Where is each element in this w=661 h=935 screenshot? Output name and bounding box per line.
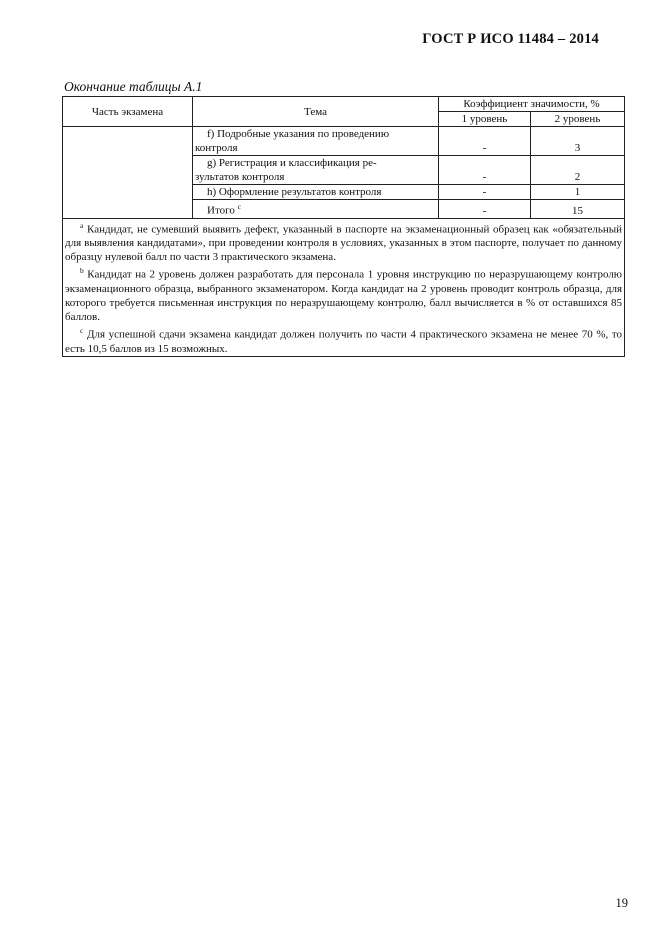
topic-text: f) Подробные указания по проведению [207, 128, 390, 140]
level-2-value: 3 [531, 127, 625, 156]
total-text: Итого [207, 204, 235, 217]
topic-text: зультатов контроля [195, 171, 285, 183]
header-topic: Тема [193, 97, 439, 127]
topic-cell [193, 156, 439, 185]
topic-text: g) Регистрация и классификация ре- [207, 157, 377, 169]
footnote-mark: b [80, 266, 84, 276]
footnote-text: Для успешной сдачи экзамена кандидат должен получить по части 4 практического экзамена не менее 70 %, то есть 10,5 баллов из 15 возможных. [65, 328, 623, 355]
table-caption: Окончание таблицы А.1 [64, 79, 203, 94]
level-2-value: 1 [531, 185, 625, 200]
footnote-mark: c [237, 202, 241, 211]
topic-cell [193, 200, 439, 219]
header-row [63, 97, 625, 112]
topic-text: h) Оформление результатов контроля [207, 186, 382, 198]
header-level-1: 1 уровень [439, 112, 531, 127]
header-level-2: 2 уровень [531, 112, 625, 127]
footnote-mark: a [80, 220, 84, 230]
topic-text: контроля [195, 142, 238, 154]
header-exam-part: Часть экзамена [63, 97, 193, 127]
level-1-value: - [439, 127, 531, 156]
level-1-value: - [439, 200, 531, 219]
topic-cell [193, 127, 439, 156]
header-coefficient: Коэффициент значимости, % [439, 97, 625, 112]
footnote-text: Кандидат, не сумевший выявить дефект, указанный в паспорте на экзаменационный образец как «обязательный для выявления кандидатами», при проведении контроля в условиях, указанных в этом паспорте, получает по данному образцу нулевой балл по части 3 практического экзамена. [65, 223, 623, 264]
exam-table [62, 96, 625, 357]
footnote [65, 324, 622, 356]
level-1-value: - [439, 156, 531, 185]
document-code: ГОСТ Р ИСО 11484 – 2014 [422, 31, 599, 47]
page-number: 19 [615, 896, 628, 910]
exam-part-cell [63, 127, 193, 219]
table-row [63, 127, 625, 156]
footnote-text: Кандидат на 2 уровень должен разработать для персонала 1 уровня инструкцию по неразрушающему контролю экзаменационного образца, выбранного экзаменатором. Когда кандидат на 2 уровень проводит контроль образца, для которого требуется письменная инструкция по неразрушающему контролю, балл вычисляется в % от оставшихся 85 баллов. [65, 268, 623, 323]
footnote-mark: c [80, 325, 84, 335]
level-1-value: - [439, 185, 531, 200]
footnotes-cell [63, 218, 625, 356]
topic-cell [193, 185, 439, 200]
level-2-value: 15 [531, 200, 625, 219]
total-label [195, 200, 436, 218]
footnote [65, 264, 622, 324]
footnote [65, 219, 622, 265]
footnotes-row [63, 218, 625, 356]
level-2-value: 2 [531, 156, 625, 185]
